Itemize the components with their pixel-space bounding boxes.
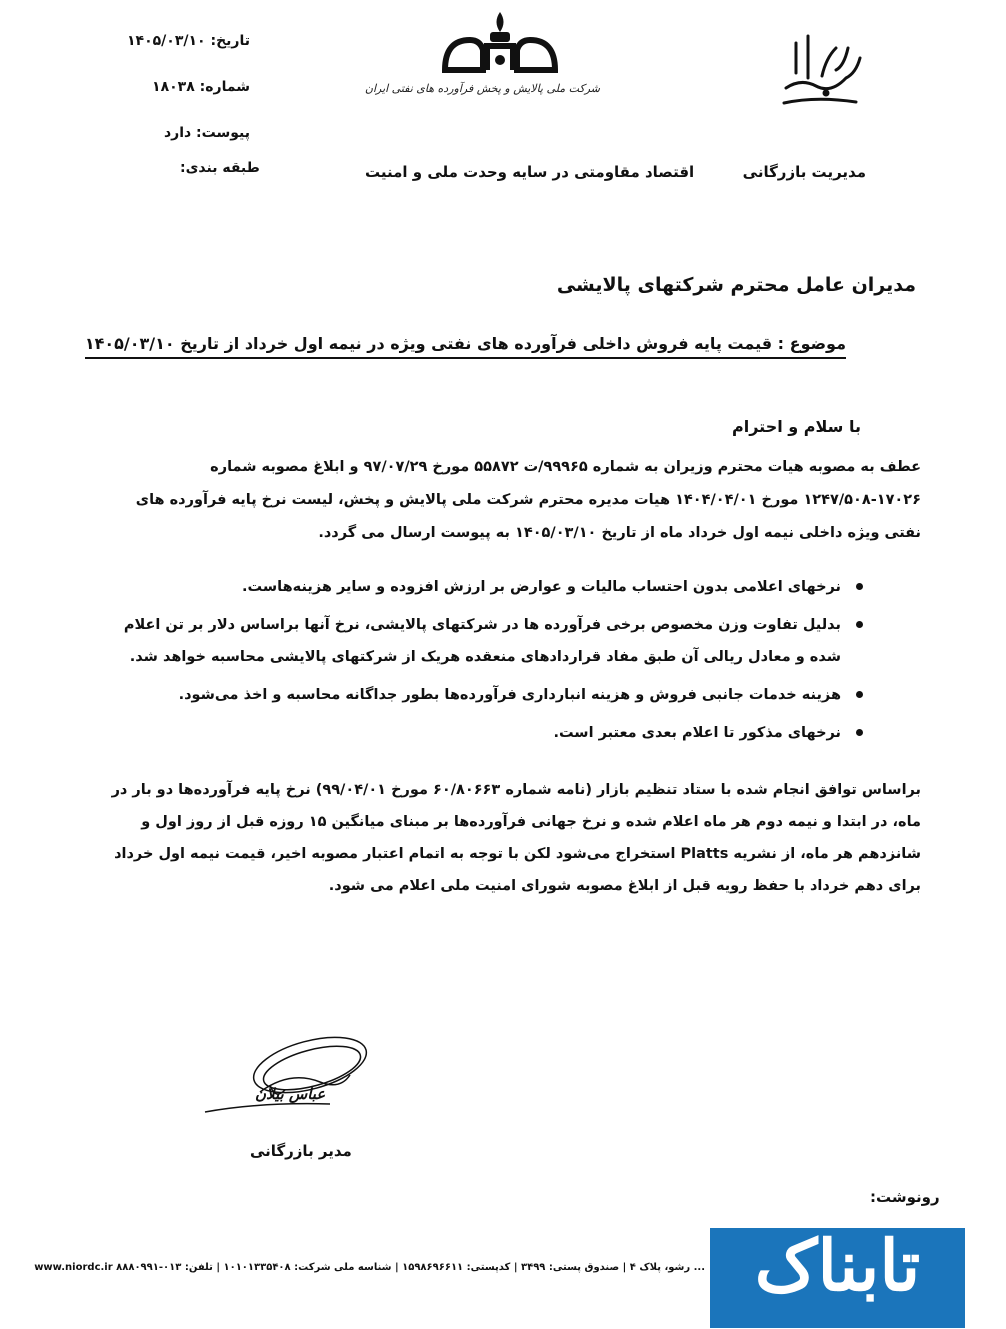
bullet-item: نرخهای مذکور تا اعلام بعدی معتبر است. [95,717,841,749]
letter-attachment: پیوست: دارد [163,125,250,141]
footer-contact: ... رشو، پلاک ۴ | صندوق پستی: ۳۴۹۹ | کدپستی: ۱۵۹۸۶۹۶۶۱۱ | شناسه ملی شرکت: ۱۰۱۰۱۳۳۵۴۰۸ | تلفن: ۰۱۳-۸۸۸۰۹۹۱ www.niordc.ir [34,1262,705,1273]
signature-scribble [200,1030,380,1130]
greeting: با سلام و احترام [732,417,861,436]
bullet-item: هزینه خدمات جانبی فروش و هزینه انبارداری فرآورده‌ها بطور جداگانه محاسبه و اخذ می‌شود. [95,679,841,711]
department-label: مدیریت بازرگانی [742,163,866,181]
letter-date: تاریخ: ۱۴۰۵/۰۳/۱۰ [127,33,250,49]
addressee: مدیران عامل محترم شرکتهای پالایشی [556,274,916,296]
cc-label: رونوشت: [870,1188,940,1206]
bullet-item: بدلیل تفاوت وزن مخصوص برخی فرآورده ها در شرکتهای پالایشی، نرخ آنها براساس دلار بر تن اعلام شده و معادل ریالی آن طبق مفاد قراردادهای منعقده هریک از شرکتهای پالایشی محاسبه خواهد شد. [95,609,841,673]
signer-name: عباس بیلان [255,1085,326,1103]
invocation-calligraphy [776,18,866,113]
signature-drawing [200,1030,380,1130]
bullet-list [95,571,841,755]
invocation-calligraphy-drawing [776,18,866,113]
classification-label: طبقه بندی: [180,160,260,176]
body-paragraph-1: عطف به مصوبه هیات محترم وزیران به شماره ۹۹۹۶۵/ت ۵۵۸۷۲ مورخ ۹۷/۰۷/۲۹ و ابلاغ مصوبه شماره ۱۷۰۲۶-۱۲۴۷/۵۰۸ مورخ ۱۴۰۴/۰۴/۰۱ هیات مدیره محترم شرکت ملی پالایش و پخش، لیست نرخ پایه فرآورده های نفتی ویژه داخلی نیمه اول خرداد ماه از تاریخ ۱۴۰۵/۰۳/۱۰ به پیوست ارسال می گردد. [135,459,921,541]
body-paragraph-2: براساس توافق انجام شده با ستاد تنظیم بازار (نامه شماره ۶۰/۸۰۶۶۳ مورخ ۹۹/۰۴/۰۱) نرخ پایه فرآورده‌ها دو بار در ماه، در ابتدا و نیمه دوم هر ماه اعلام شده و نرخ جهانی فرآورده‌ها بر مبنای میانگین ۱۵ روزه قبل از روز اول و شانزدهم هر ماه، از نشریه Platts استخراج می‌شود لکن با توجه به اتمام اعتبار مصوبه اخیر، قیمت نیمه اول خرداد برای دهم خرداد با حفظ رویه قبل از ابلاغ مصوبه شورای امنیت ملی اعلام می شود. [111,782,921,894]
company-logo [364,10,600,120]
company-name: شرکت ملی پالایش و پخش فرآورده های نفتی ایران [364,82,600,95]
signer-title: مدیر بازرگانی [250,1142,352,1160]
brand-watermark [710,1208,965,1328]
subject-line: موضوع : قیمت پایه فروش داخلی فرآورده های نفتی ویژه در نیمه اول خرداد از تاریخ ۱۴۰۵/۰۳/۱۰ [85,334,846,359]
letter-number: شماره: ۱۸۰۳۸ [152,79,250,95]
letter-meta [127,18,250,156]
flame-logo-icon [425,10,575,78]
motto-text: اقتصاد مقاومتی در سایه وحدت ملی و امنیت [365,163,695,181]
bullet-item: نرخهای اعلامی بدون احتساب مالیات و عوارض بر ارزش افزوده و سایر هزینه‌هاست. [95,571,841,603]
brand-logo-text: تابناک [754,1224,921,1307]
